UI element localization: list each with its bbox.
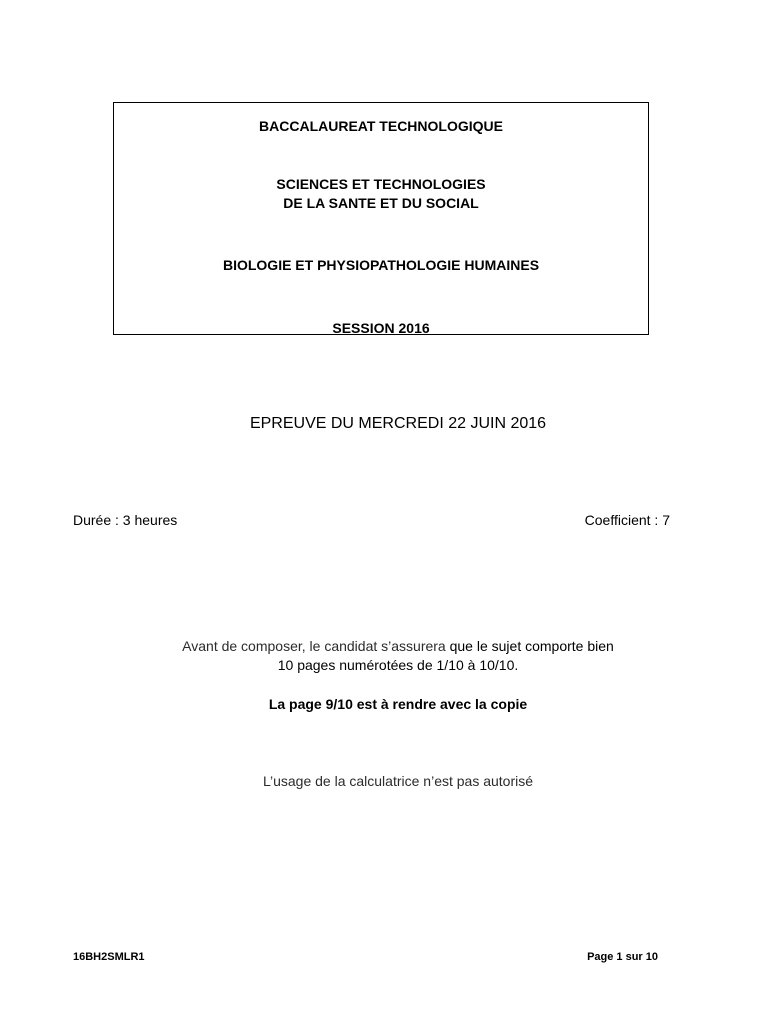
page-check-notice-line2: 10 pages numérotées de 1/10 à 10/10. bbox=[277, 657, 519, 673]
subject-name: BIOLOGIE ET PHYSIOPATHOLOGIE HUMAINES bbox=[222, 257, 540, 273]
page-check-notice-line1 bbox=[0, 637, 768, 656]
subject-code: 16BH2SMLR1 bbox=[73, 951, 145, 963]
exam-date-title: EPREUVE DU MERCREDI 22 JUIN 2016 bbox=[249, 415, 547, 432]
exam-header-box bbox=[113, 102, 649, 335]
exam-coefficient: Coefficient : 7 bbox=[584, 512, 670, 528]
page-number: Page 1 sur 10 bbox=[587, 951, 658, 963]
calculator-notice: L’usage de la calculatrice n’est pas autorisé bbox=[262, 773, 534, 789]
exam-duration: Durée : 3 heures bbox=[73, 512, 178, 528]
page-check-notice-part1: Avant de composer, le candidat s’assurera bbox=[182, 638, 446, 654]
page-to-return-notice: La page 9/10 est à rendre avec la copie bbox=[268, 696, 528, 712]
page-check-notice-part2: que le sujet comporte bien bbox=[445, 638, 614, 654]
session-year: SESSION 2016 bbox=[332, 320, 430, 336]
series-name-line2: DE LA SANTE ET DU SOCIAL bbox=[283, 195, 479, 211]
series-name-line1: SCIENCES ET TECHNOLOGIES bbox=[276, 176, 486, 192]
exam-type: BACCALAUREAT TECHNOLOGIQUE bbox=[259, 118, 503, 134]
